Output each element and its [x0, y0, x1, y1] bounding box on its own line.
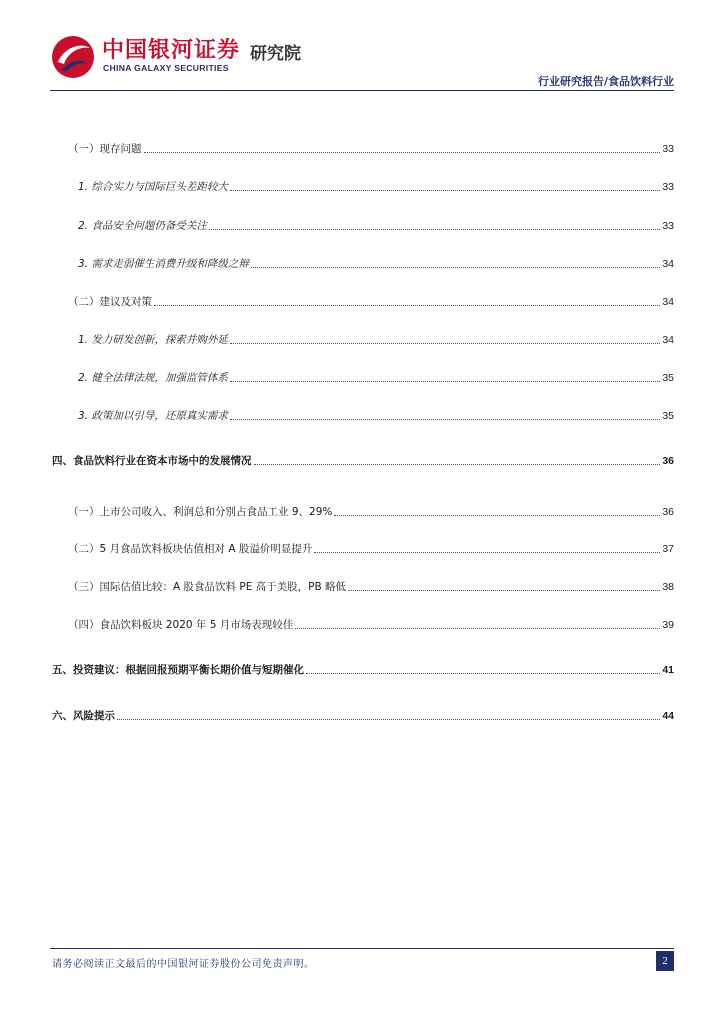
- page-header: [0, 0, 724, 92]
- toc-entry-label: 六、风险提示: [52, 710, 115, 722]
- toc-entry[interactable]: [52, 663, 674, 677]
- toc-entry-label: （三）国际估值比较：A 股食品饮料 PE 高于美股，PB 略低: [68, 581, 347, 593]
- toc-entry-label: 3. 需求走弱催生消费升级和降级之辩: [78, 258, 249, 270]
- toc-leader-dots: [348, 590, 660, 591]
- galaxy-logo-icon: [50, 34, 96, 80]
- toc-entry-label: 1. 发力研发创新，探索并购外延: [78, 334, 228, 346]
- toc-leader-dots: [334, 515, 660, 516]
- toc-entry-page: 44: [662, 710, 674, 722]
- header-divider: [50, 90, 674, 91]
- logo-english-name: CHINA GALAXY SECURITIES: [103, 63, 229, 73]
- toc-entry-label: 四、食品饮料行业在资本市场中的发展情况: [52, 455, 252, 467]
- toc-leader-dots: [295, 628, 660, 629]
- toc-entry-page: 41: [662, 664, 674, 676]
- toc-leader-dots: [230, 419, 660, 420]
- toc-entry-page: 37: [662, 543, 674, 555]
- logo-chinese-name: 中国银河证券: [102, 38, 241, 63]
- toc-leader-dots: [154, 305, 660, 306]
- toc-entry-page: 36: [662, 455, 674, 467]
- toc-entry-page: 39: [662, 619, 674, 631]
- toc-entry[interactable]: [52, 371, 674, 385]
- toc-entry[interactable]: [52, 219, 674, 233]
- toc-leader-dots: [209, 229, 660, 230]
- toc-leader-dots: [144, 152, 661, 153]
- page-number: 2: [656, 951, 674, 971]
- toc-entry-page: 35: [662, 372, 674, 384]
- company-logo: [36, 30, 311, 86]
- toc-entry[interactable]: [52, 505, 674, 519]
- toc-leader-dots: [254, 464, 661, 465]
- toc-entry[interactable]: [52, 257, 674, 271]
- toc-entry[interactable]: [52, 180, 674, 194]
- toc-entry-label: 3. 政策加以引导，还原真实需求: [78, 410, 228, 422]
- toc-leader-dots: [230, 190, 660, 191]
- toc-entry-label: 1. 综合实力与国际巨头差距较大: [78, 181, 228, 193]
- toc-leader-dots: [306, 673, 660, 674]
- footer-divider: [50, 948, 674, 949]
- toc-entry-page: 33: [662, 220, 674, 232]
- toc-entry[interactable]: [52, 709, 674, 723]
- toc-entry[interactable]: [52, 542, 674, 556]
- toc-entry-label: （四）食品饮料板块 2020 年 5 月市场表现较佳: [68, 619, 294, 631]
- toc-leader-dots: [230, 381, 660, 382]
- toc-entry-page: 34: [662, 296, 674, 308]
- toc-entry-page: 34: [662, 334, 674, 346]
- toc-entry-label: 2. 食品安全问题仍备受关注: [78, 220, 207, 232]
- toc-entry-page: 33: [662, 181, 674, 193]
- toc-entry-label: （二）5 月食品饮料板块估值相对 A 股溢价明显提升: [68, 543, 313, 555]
- logo-institute-name: 研究院: [250, 44, 301, 64]
- toc-leader-dots: [230, 343, 660, 344]
- report-type-label: 行业研究报告/食品饮料行业: [537, 75, 674, 88]
- toc-leader-dots: [117, 719, 660, 720]
- toc-entry-label: （一）上市公司收入、利润总和分别占食品工业 9、29%: [68, 506, 333, 518]
- toc-entry-page: 33: [662, 143, 674, 155]
- toc-entry-page: 38: [662, 581, 674, 593]
- toc-entry-label: 2. 健全法律法规，加强监管体系: [78, 372, 228, 384]
- toc-entry[interactable]: [52, 580, 674, 594]
- toc-entry[interactable]: [52, 618, 674, 632]
- toc-entry-page: 36: [662, 506, 674, 518]
- toc-entry[interactable]: [52, 409, 674, 423]
- disclaimer-text: 请务必阅读正文最后的中国银河证券股份公司免责声明。: [52, 959, 315, 970]
- toc-entry-label: 五、投资建议：根据回报预期平衡长期价值与短期催化: [52, 664, 304, 676]
- toc-entry-label: （一）现存问题: [68, 143, 142, 155]
- toc-entry[interactable]: [52, 454, 674, 468]
- toc-entry-page: 35: [662, 410, 674, 422]
- toc-entry-page: 34: [662, 258, 674, 270]
- toc-entry[interactable]: [52, 295, 674, 309]
- toc-entry-label: （二）建议及对策: [68, 296, 152, 308]
- toc-entry[interactable]: [52, 142, 674, 156]
- toc-entry[interactable]: [52, 333, 674, 347]
- toc-leader-dots: [251, 267, 660, 268]
- toc-leader-dots: [314, 552, 660, 553]
